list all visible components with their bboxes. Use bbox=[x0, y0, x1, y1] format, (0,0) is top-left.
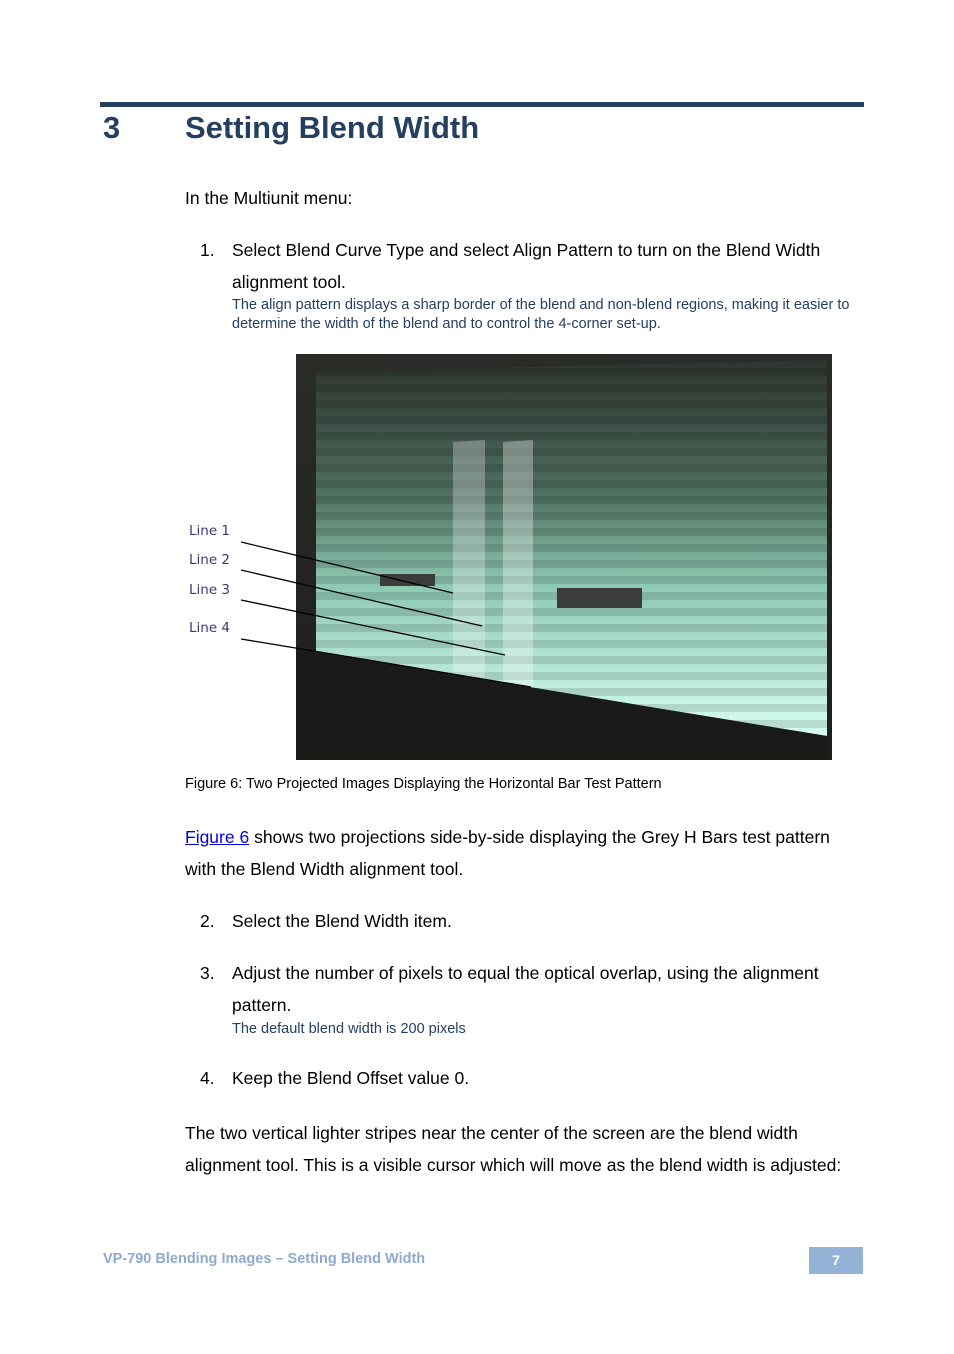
blend-stripe-2 bbox=[503, 440, 533, 690]
osd-box-left bbox=[380, 574, 435, 586]
figure-label-line-3: Line 3 bbox=[189, 582, 231, 598]
osd-box-right bbox=[557, 588, 642, 608]
section-title: Setting Blend Width bbox=[185, 110, 480, 145]
step-4-number: 4. bbox=[200, 1068, 215, 1088]
para-figure-ref-text: shows two projections side-by-side displaying the Grey H Bars test pattern with the Blend Width alignment tool. bbox=[185, 827, 830, 879]
blend-stripe-1 bbox=[453, 440, 485, 696]
step-2-number: 2. bbox=[200, 911, 215, 931]
section-number: 3 bbox=[103, 110, 121, 145]
para-figure-ref bbox=[185, 821, 865, 885]
figure-caption: Figure 6: Two Projected Images Displaying the Horizontal Bar Test Pattern bbox=[185, 776, 662, 792]
step-3-number: 3. bbox=[200, 963, 215, 983]
step-3-text: Adjust the number of pixels to equal the optical overlap, using the alignment pattern. bbox=[232, 963, 819, 1015]
step-1-number: 1. bbox=[200, 240, 215, 260]
step-1-note: The align pattern displays a sharp border of the blend and non-blend regions, making it easier to determine the width of the blend and to control the 4-corner set-up. bbox=[232, 297, 850, 332]
para-blend-stripes: The two vertical lighter stripes near the center of the screen are the blend width alignment tool. This is a visible cursor which will move as the blend width is adjusted: bbox=[185, 1123, 842, 1175]
figure-label-line-2: Line 2 bbox=[189, 552, 231, 568]
page-number: 7 bbox=[809, 1247, 863, 1274]
figure-label-line-4: Line 4 bbox=[189, 620, 231, 636]
step-1-text: Select Blend Curve Type and select Align Pattern to turn on the Blend Width alignment tool. bbox=[232, 240, 821, 292]
section-rule bbox=[100, 102, 864, 107]
footer-text: VP-790 Blending Images – Setting Blend Width bbox=[103, 1251, 426, 1267]
figure-label-line-1: Line 1 bbox=[189, 523, 231, 539]
intro-text: In the Multiunit menu: bbox=[185, 188, 353, 208]
figure-6 bbox=[185, 352, 833, 762]
step-2-text: Select the Blend Width item. bbox=[232, 911, 452, 931]
step-3-note: The default blend width is 200 pixels bbox=[232, 1021, 466, 1037]
figure-6-link[interactable]: Figure 6 bbox=[185, 827, 250, 847]
figure-image bbox=[185, 352, 833, 762]
step-4-text: Keep the Blend Offset value 0. bbox=[232, 1068, 470, 1088]
